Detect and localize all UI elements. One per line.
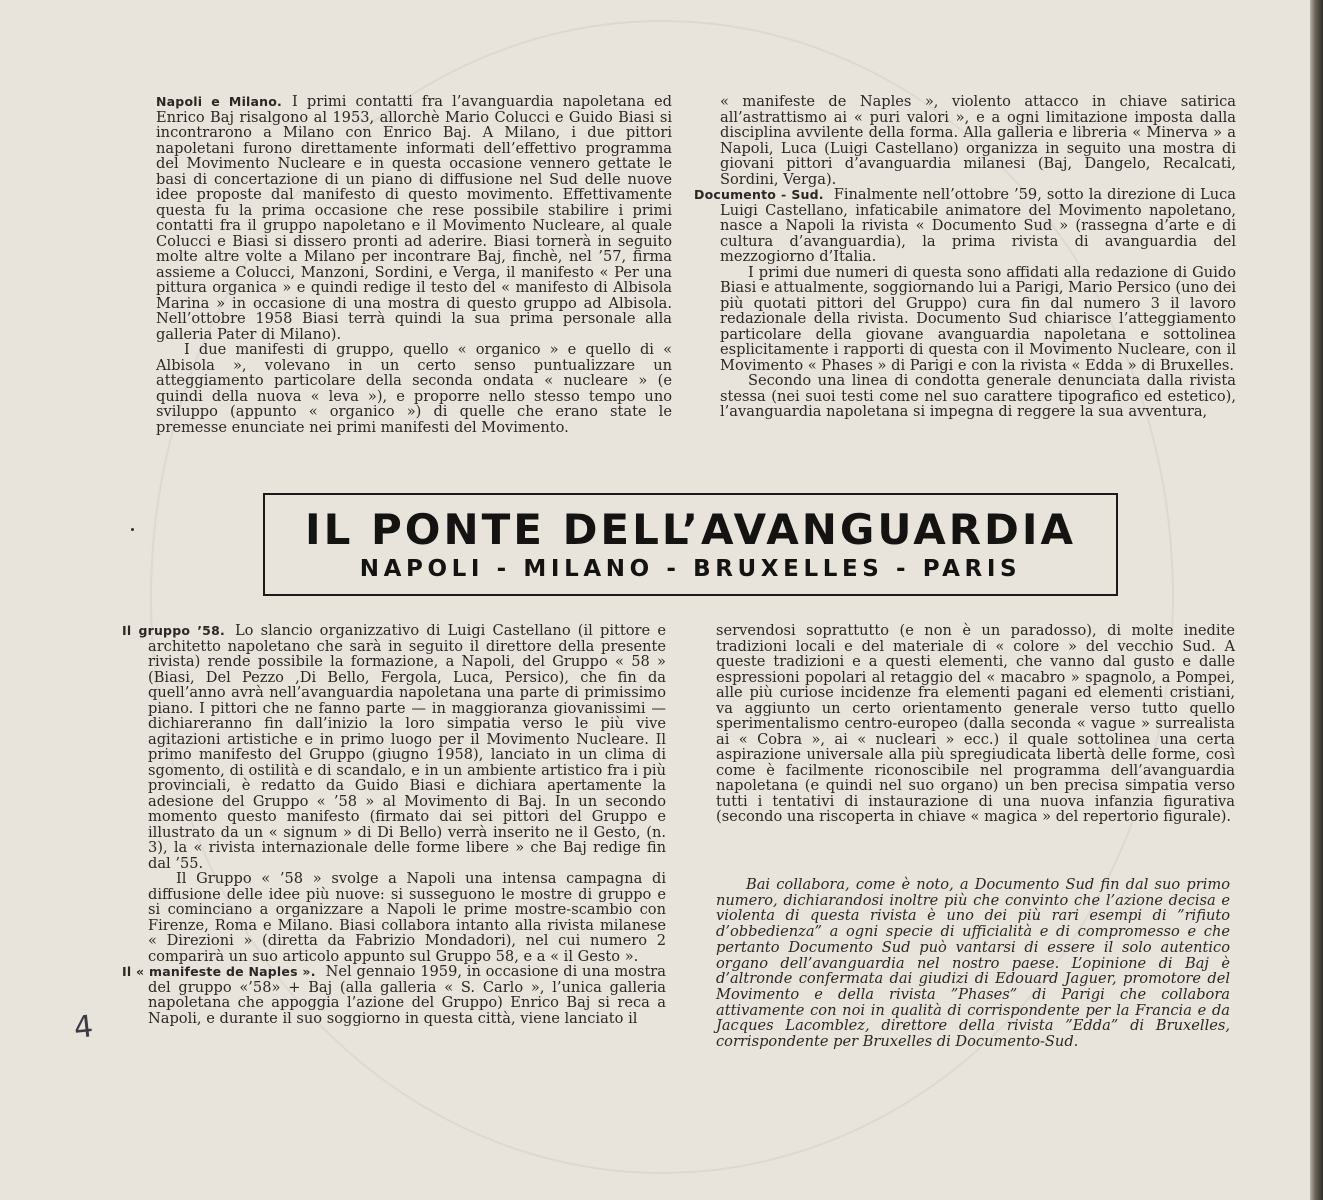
paragraph: servendosi soprattutto (e non è un paradosso), di molte inedite tradizioni locali e del materiale di « colore » del vecchio Sud. A queste tradizioni e a questi elementi, che vanno dal gusto e dalle espressioni popolari al retaggio del « macabro » spagnolo, a Pompei, alle più curiose incidenze fra elementi pagani ed elementi cristiani, va aggiunto un certo orientamento generale verso tutto quello sperimentalismo centro-europeo (dalla seconda « vague » surrealista ai « Cobra », ai « nucleari » ecc.) il quale sottolinea una certa aspirazione universale alla più spregiudicata libertà delle forme, così come è facilmente riconoscibile nel programma dell’avanguardia napoletana (e quindi nel suo organo) un ben precisa simpatia verso tutti i tentativi di instaurazione di una nuova infanzia figurativa (secondo una riscoperta in chiave « magica » del repertorio figurale). <box>716 622 1235 825</box>
italic-note: Bai collabora, come è noto, a Documento Sud fin dal suo primo numero, dichiarandosi inoltre più che convinto che l’azione decisa e violenta di questa rivista è uno dei più rari esempi di ”rifiuto d’obbedienza” a ogni specie di ufficialità e di compromesso e che pertanto Documento Sud può vantarsi di essere il solo autentico organo dell’avanguardia nel nostro paese. L’opinione di Baj è d’altronde confermata dai giudizi di Edouard Jaguer, promotore del Movimento e della rivista ”Phases” di Parigi che collabora attivamente con noi in qualità di corrispondente per la Francia e da Jacques Lacomblez, direttore della rivista ”Edda” di Bruxelles, corrispondente per Bruxelles di Documento-Sud. <box>716 876 1230 1051</box>
paragraph: Il Gruppo « ’58 » svolge a Napoli una intensa campagna di diffusione delle idee più nuove: si susseguono le mostre di gruppo e si cominciano a organizzare a Napoli le prime mostre-scambio con Firenze, Roma e Milano. Biasi collabora intanto alla rivista milanese « Direzioni » (diretta da Fabrizio Mondadori), nel cui numero 2 comparirà un suo articolo appunto sul Gruppo 58, e a « il Gesto ». <box>148 870 666 965</box>
section-heading: Documento - Sud. <box>694 187 824 202</box>
title-banner <box>263 493 1118 596</box>
paragraph: I primi contatti fra l’avanguardia napoletana ed Enrico Baj risalgono al 1953, allorchè Mario Colucci e Guido Biasi si incontrarono a Milano con Enrico Baj. A Milano, i due pittori napoletani furono direttamente informati dell’effettivo programma del Movimento Nucleare e in questa occasione vennero gettate le basi di concertazione di un piano di diffusione nel Sud delle nuove idee proposte dal manifesto di questo movimento. Effettivamente questa fu la prima occasione che rese possibile stabilire i primi contatti fra il gruppo napoletano e il Movimento Nucleare, al quale Colucci e Biasi si dissero pronti ad aderire. Biasi tornerà in seguito molte altre volte a Milano per incontrare Baj, finchè, nel ’57, firma assieme a Colucci, Manzoni, Sordini, e Verga, il manifesto « Per una pittura organica » e quindi redige il testo del « manifesto di Albisola Marina » in occasione di una mostra di questo gruppo ad Albisola. Nell’ottobre 1958 Biasi terrà quindi la sua prima personale alla galleria Pater di Milano). <box>156 93 672 343</box>
column-gruppo-58 <box>122 622 666 1027</box>
paragraph: I primi due numeri di questa sono affidati alla redazione di Guido Biasi e attualmente, soggiornando lui a Parigi, Mario Persico (uno dei più quotati pittori del Gruppo) cura fin dal numero 3 il lavoro redazionale della rivista. Documento Sud chiarisce l’atteggiamento particolare della giovane avanguardia napoletana e sottolinea esplicitamente i rapporti di questa con il Movimento Nucleare, con il Movimento « Phases » di Parigi e con la rivista « Edda » di Bruxelles. <box>720 263 1236 374</box>
column-napoli-milano <box>156 94 672 435</box>
paragraph: Secondo una linea di condotta generale denunciata dalla rivista stessa (nei suoi testi come nel suo carattere tipografico ed estetico), l’avanguardia napoletana si impegna di reggere la sua avventura, <box>720 372 1236 420</box>
handwritten-page-number: 4 <box>72 1009 95 1046</box>
paragraph: I due manifesti di gruppo, quello « organico » e quello di « Albisola », volevano in un certo senso puntualizzare un atteggiamento particolare della seconda ondata « nucleare » (e quindi della nuova « leva »), e proporre nello stesso tempo uno sviluppo (appunto « organico ») di quelle che erano state le premesse enunciate nei primi manifesti del Movimento. <box>156 341 672 436</box>
section-heading: Napoli e Milano. <box>156 94 283 109</box>
paragraph: Nel gennaio 1959, in occasione di una mostra del gruppo «’58» + Baj (alla galleria « S. Carlo », l’unica galleria napoletana che appoggia l’azione del Gruppo) Enrico Baj si reca a Napoli, e durante il suo soggiorno in questa città, viene lanciato il <box>148 963 666 1027</box>
ink-dot <box>131 528 134 531</box>
paragraph: « manifeste de Naples », violento attacco in chiave satirica all’astrattismo ai « puri valori », e a ogni limitazione imposta dalla disciplina avvilente della forma. Alla galleria e libreria « Minerva » a Napoli, Luca (Luigi Castellano) organizza in seguito una mostra di giovani pittori d’avanguardia milanesi (Baj, Dangelo, Recalcati, Sordini, Verga). <box>720 93 1236 188</box>
section-heading: Il « manifeste de Naples ». <box>122 964 316 979</box>
section-heading: Il gruppo ’58. <box>122 623 225 638</box>
page-edge <box>1310 0 1323 1200</box>
paragraph: Lo slancio organizzativo di Luigi Castellano (il pittore e architetto napoletano che sarà in seguito il direttore della presente rivista) rende possibile la formazione, a Napoli, del Gruppo « 58 » (Biasi, Del Pezzo ,Di Bello, Fergola, Luca, Persico), che fin da quell’anno avrà nell’avanguardia napoletana una parte di primissimo piano. I pittori che ne fanno parte — in maggioranza giovanissimi — dichiareranno fin dall’inizio la loro simpatia verso le più vive agitazioni artistiche e in primo luogo per il Movimento Nucleare. Il primo manifesto del Gruppo (giugno 1958), lanciato in un clima di sgomento, di ostilità e di scandalo, e in un ambiente artistico fra i più provinciali, è redatto da Guido Biasi e dichiara apertamente la adesione del Gruppo « ’58 » al Movimento di Baj. In un secondo momento questo manifesto (firmato dai sei pittori del Gruppo e illustrato da un « signum » di Di Bello) verrà inserito ne il Gesto, (n. 3), la « rivista internazionale delle forme libere » che Baj redige fin dal ’55. <box>148 622 666 872</box>
banner-subtitle: NAPOLI - MILANO - BRUXELLES - PARIS <box>359 555 1022 582</box>
column-documento-sud <box>694 93 1236 420</box>
banner-title: IL PONTE DELL’AVANGUARDIA <box>304 504 1077 554</box>
column-continuation <box>716 623 1235 825</box>
paragraph: Finalmente nell’ottobre ’59, sotto la direzione di Luca Luigi Castellano, infaticabile animatore del Movimento napoletano, nasce a Napoli la rivista « Documento Sud » (rassegna d’arte e di cultura d’avanguardia), la prima rivista di avanguardia del mezzogiorno d’Italia. <box>720 186 1236 265</box>
